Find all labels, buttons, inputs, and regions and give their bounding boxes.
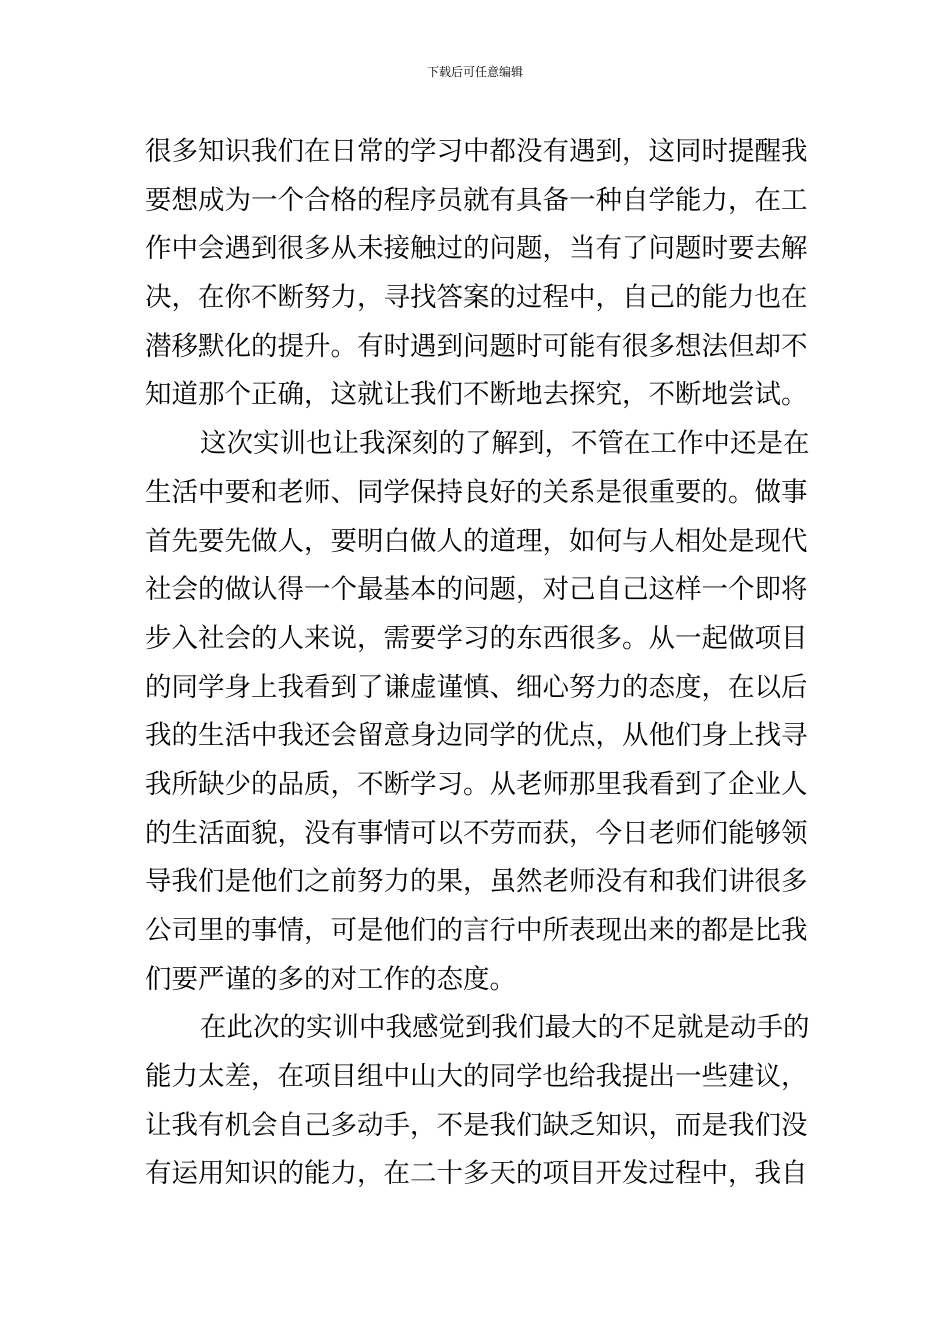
text-line: 这次实训也让我深刻的了解到，不管在工作中还是在 bbox=[200, 428, 810, 460]
body-text bbox=[145, 128, 810, 1199]
text-line: 潜移默化的提升。有时遇到问题时可能有很多想法但却不 bbox=[145, 330, 808, 362]
text-line: 的生活面貌，没有事情可以不劳而获，今日老师们能够领 bbox=[145, 817, 808, 849]
text-line: 有运用知识的能力，在二十多天的项目开发过程中，我自 bbox=[145, 1158, 808, 1190]
text-line: 的同学身上我看到了谦虚谨慎、细心努力的态度，在以后 bbox=[145, 671, 808, 703]
text-line: 让我有机会自己多动手，不是我们缺乏知识，而是我们没 bbox=[145, 1109, 808, 1141]
text-line: 知道那个正确，这就让我们不断地去探究，不断地尝试。 bbox=[145, 379, 808, 411]
text-line: 们要严谨的多的对工作的态度。 bbox=[145, 963, 516, 995]
text-line: 我所缺少的品质，不断学习。从老师那里我看到了企业人 bbox=[145, 768, 808, 800]
text-line: 要想成为一个合格的程序员就有具备一种自学能力，在工 bbox=[145, 184, 808, 216]
text-line: 公司里的事情，可是他们的言行中所表现出来的都是比我 bbox=[145, 915, 808, 946]
text-line: 很多知识我们在日常的学习中都没有遇到，这同时提醒我 bbox=[145, 136, 808, 167]
text-line: 在此次的实训中我感觉到我们最大的不足就是动手的 bbox=[200, 1012, 810, 1044]
text-line: 能力太差，在项目组中山大的同学也给我提出一些建议， bbox=[145, 1061, 808, 1093]
text-line: 首先要先做人，要明白做人的道理，如何与人相处是现代 bbox=[145, 525, 808, 557]
text-line: 作中会遇到很多从未接触过的问题，当有了问题时要去解 bbox=[145, 233, 808, 265]
page-header: 下载后可任意编辑 bbox=[426, 65, 523, 79]
text-line: 导我们是他们之前努力的果，虽然老师没有和我们讲很多 bbox=[145, 866, 808, 898]
text-line: 生活中要和老师、同学保持良好的关系是很重要的。做事 bbox=[145, 476, 808, 508]
text-line: 步入社会的人来说，需要学习的东西很多。从一起做项目 bbox=[145, 622, 808, 654]
text-line: 我的生活中我还会留意身边同学的优点，从他们身上找寻 bbox=[145, 720, 808, 752]
text-line: 社会的做认得一个最基本的问题，对己自己这样一个即将 bbox=[145, 574, 808, 606]
text-line: 决，在你不断努力，寻找答案的过程中，自己的能力也在 bbox=[145, 282, 808, 314]
